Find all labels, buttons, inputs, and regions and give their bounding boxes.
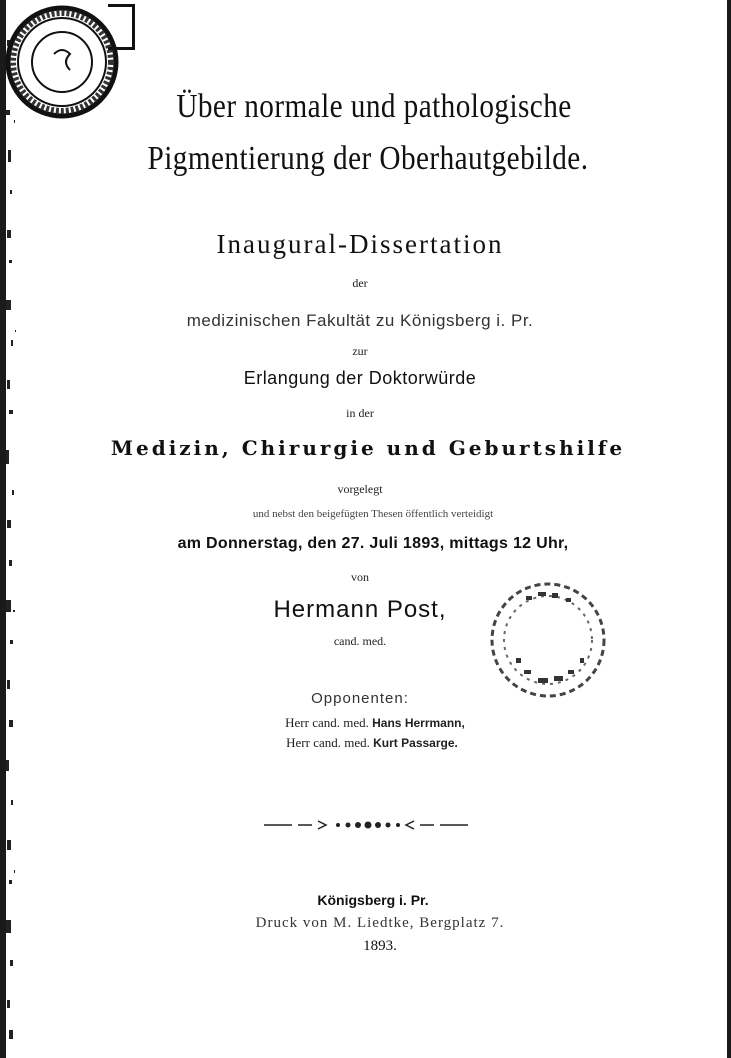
von-text: von (351, 570, 369, 584)
imprint-year: 1893. (363, 938, 397, 954)
opponent-2-prefix: Herr cand. med. (286, 735, 370, 750)
zur-text: zur (352, 344, 368, 358)
stamp-bracket (108, 4, 135, 50)
opponent-1 (0, 715, 731, 731)
vorgelegt-text: vorgelegt (337, 482, 383, 496)
der-text: der (352, 276, 368, 290)
opponent-1-name: Hans Herrmann, (372, 716, 465, 730)
opponents-heading: Opponenten: (311, 690, 409, 707)
imprint-city: Königsberg i. Pr. (317, 892, 429, 908)
opponent-2-name: Kurt Passarge. (373, 736, 458, 750)
faded-stamp (486, 578, 610, 702)
imprint-printer: Druck von M. Liedtke, Bergplatz 7. (255, 915, 505, 931)
title-line-2: Pigmentierung der Oberhautgebilde. (147, 140, 589, 177)
opponent-1-prefix: Herr cand. med. (285, 715, 369, 730)
opponent-2 (0, 735, 731, 751)
faculty-text: medizinischen Fakultät zu Königsberg i. Pr. (186, 311, 534, 330)
title-line-1: Über normale und pathologische (176, 88, 572, 125)
dissertation-heading: Inaugural-Dissertation (216, 229, 504, 259)
defense-date: am Donnerstag, den 27. Juli 1893, mittags 12 Uhr, (177, 535, 569, 552)
fields-text: Medizin, Chirurgie und Geburtshilfe (110, 436, 626, 460)
erlangung-text: Erlangung der Doktorwürde (243, 368, 477, 388)
author-name: Hermann Post, (273, 596, 447, 623)
in-der-text: in der (346, 406, 374, 420)
nebst-text: und nebst den beigefügten Thesen öffentlich verteidigt (252, 508, 494, 520)
author-title: cand. med. (333, 634, 387, 648)
divider-ornament (262, 816, 470, 834)
